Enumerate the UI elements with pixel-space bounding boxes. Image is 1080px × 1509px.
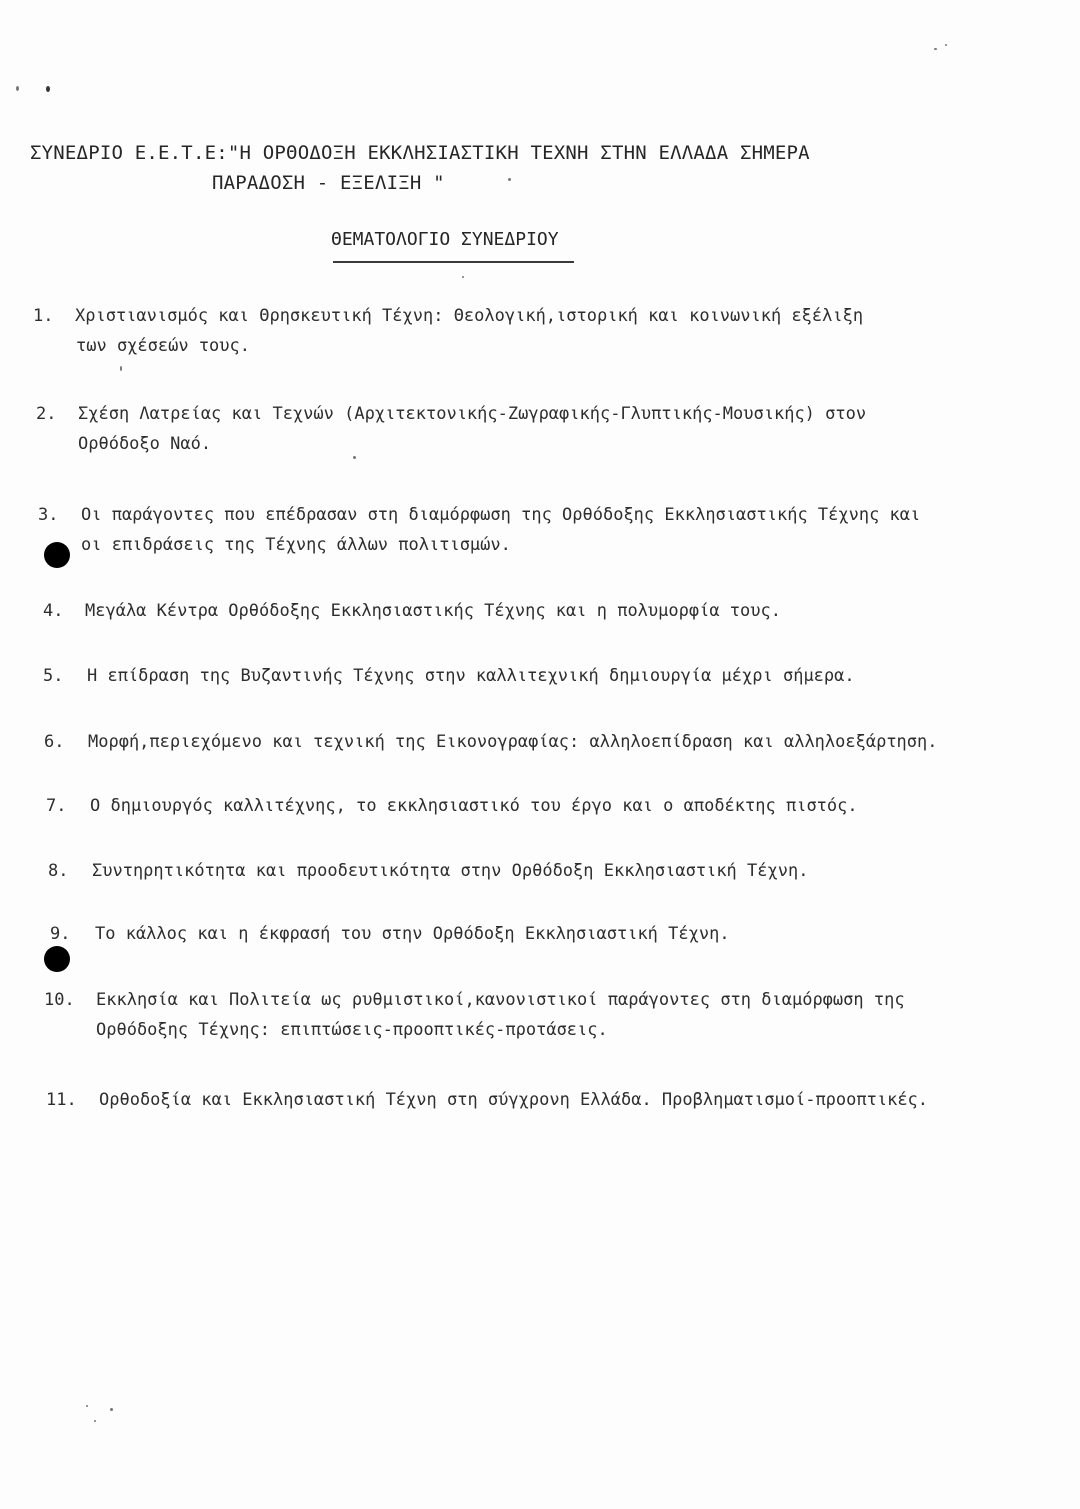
topic-text-line-1: Μορφή,περιεχόμενο και τεχνική της Εικονογραφίας: αλληλοεπίδραση και αλληλοεξάρτηση. <box>88 732 938 752</box>
scan-speck <box>353 456 356 459</box>
scan-speck <box>94 1420 96 1422</box>
topic-number: 10. <box>44 990 75 1010</box>
topic-number: 1. <box>33 306 54 326</box>
scan-speck <box>46 86 50 92</box>
conference-header-line-1: ΣΥΝΕΔΡΙΟ Ε.Ε.Τ.Ε:"Η ΟΡΘΟΔΟΞΗ ΕΚΚΛΗΣΙΑΣΤΙΚΗ ΤΕΧΝΗ ΣΤΗΝ ΕΛΛΑΔΑ ΣΗΜΕΡΑ <box>30 142 810 164</box>
punch-hole-top <box>44 542 70 568</box>
topic-number: 7. <box>46 796 67 816</box>
topic-text-line-1: Ο δημιουργός καλλιτέχνης, το εκκλησιαστικό του έργο και ο αποδέκτης πιστός. <box>90 796 858 816</box>
scan-speck <box>120 366 122 371</box>
document-title: ΘΕΜΑΤΟΛΟΓΙΟ ΣΥΝΕΔΡΙΟΥ <box>331 229 559 250</box>
topic-number: 2. <box>36 404 57 424</box>
topic-text-line-1: Ορθοδοξία και Εκκλησιαστική Τέχνη στη σύγχρονη Ελλάδα. Προβληματισμοί-προοπτικές. <box>99 1090 929 1110</box>
title-underline <box>333 261 574 263</box>
topic-number: 9. <box>50 924 71 944</box>
scan-speck <box>462 276 464 278</box>
topic-text-line-1: Το κάλλος και η έκφρασή του στην Ορθόδοξη Εκκλησιαστική Τέχνη. <box>95 924 730 944</box>
scan-speck <box>86 1405 88 1407</box>
topic-number: 5. <box>43 666 64 686</box>
topic-text-line-1: Χριστιανισμός και Θρησκευτική Τέχνη: Θεολογική,ιστορική και κοινωνική εξέλιξη <box>75 306 864 326</box>
scan-speck <box>508 178 511 181</box>
scan-speck <box>945 44 947 46</box>
topic-text-line-1: Σχέση Λατρείας και Τεχνών (Αρχιτεκτονικής-Ζωγραφικής-Γλυπτικής-Μουσικής) στον <box>78 404 867 424</box>
topic-text-line-2: Ορθόδοξης Τέχνης: επιπτώσεις-προοπτικές-προτάσεις. <box>96 1020 608 1040</box>
punch-hole-bottom <box>44 946 70 972</box>
topic-number: 11. <box>46 1090 77 1110</box>
topic-number: 8. <box>48 861 69 881</box>
topic-text-line-1: Εκκλησία και Πολιτεία ως ρυθμιστικοί,κανονιστικοί παράγοντες στη διαμόρφωση της <box>96 990 905 1010</box>
topic-text-line-1: Μεγάλα Κέντρα Ορθόδοξης Εκκλησιαστικής Τέχνης και η πολυμορφία τους. <box>85 601 781 621</box>
scan-speck <box>934 48 937 50</box>
topic-text-line-1: Οι παράγοντες που επέδρασαν στη διαμόρφωση της Ορθόδοξης Εκκλησιαστικής Τέχνης και <box>81 505 921 525</box>
topic-number: 3. <box>38 505 59 525</box>
topic-text-line-1: Η επίδραση της Βυζαντινής Τέχνης στην καλλιτεχνική δημιουργία μέχρι σήμερα. <box>87 666 855 686</box>
scan-speck <box>110 1408 113 1411</box>
topic-number: 6. <box>44 732 65 752</box>
topic-text-line-2: των σχέσεών τους. <box>76 336 250 356</box>
conference-header-line-2: ΠΑΡΑΔΟΣΗ - ΕΞΕΛΙΞΗ " <box>212 172 445 194</box>
topic-text-line-2: οι επιδράσεις της Τέχνης άλλων πολιτισμών. <box>81 535 511 555</box>
topic-number: 4. <box>43 601 64 621</box>
scan-speck <box>16 86 19 91</box>
topic-text-line-2: Ορθόδοξο Ναό. <box>78 434 212 454</box>
topic-text-line-1: Συντηρητικότητα και προοδευτικότητα στην Ορθόδοξη Εκκλησιαστική Τέχνη. <box>92 861 809 881</box>
